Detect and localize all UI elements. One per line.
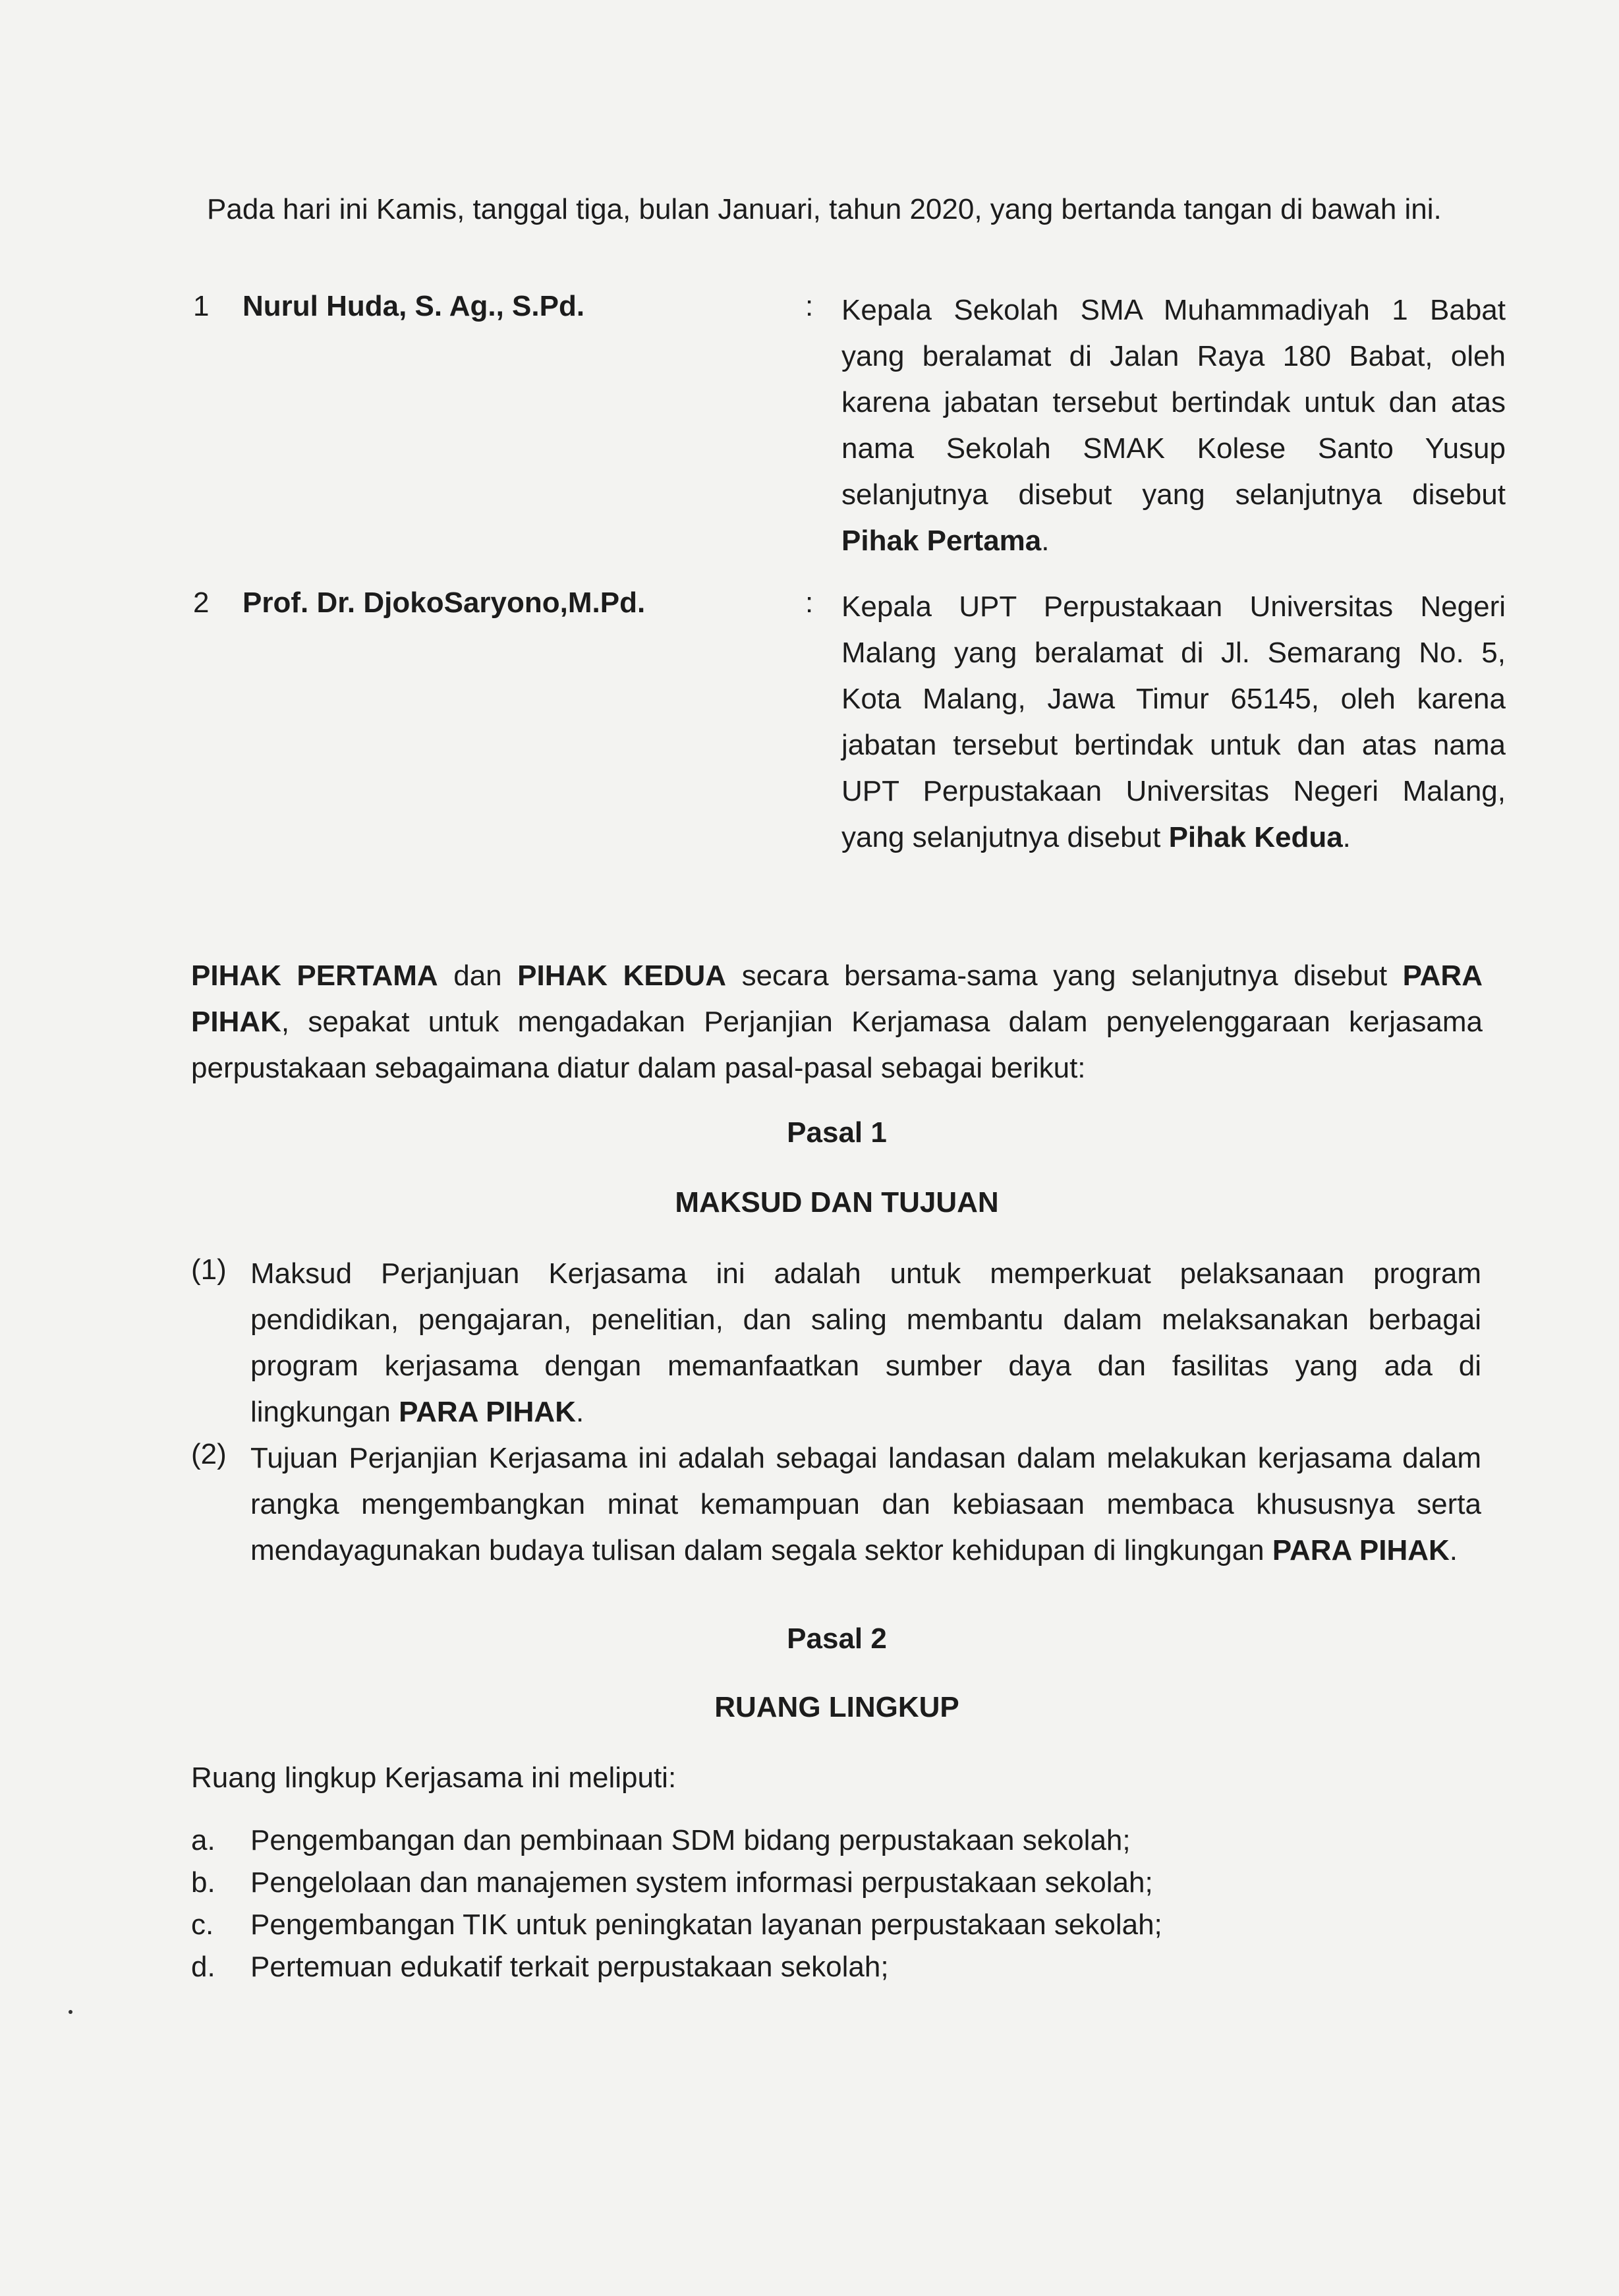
agreement-text: secara bersama-sama yang selanjutnya disebut xyxy=(726,960,1403,992)
scope-item-text: Pengelolaan dan manajemen system informasi perpustakaan sekolah; xyxy=(250,1866,1153,1899)
scope-item-label: d. xyxy=(191,1951,215,1983)
intro-text: Pada hari ini Kamis, tanggal tiga, bulan Januari, tahun 2020, yang bertanda tangan di bawah ini. xyxy=(207,193,1442,225)
party-desc-line: Malang yang beralamat di Jl. Semarang No. 5, xyxy=(841,637,1506,669)
party-desc-last-line xyxy=(841,815,1506,861)
scope-item-text: Pertemuan edukatif terkait perpustakaan sekolah; xyxy=(250,1951,889,1983)
party-desc-line: nama Sekolah SMAK Kolese Santo Yusup xyxy=(841,432,1506,465)
para-pihak-bold: PARA PIHAK xyxy=(399,1396,576,1428)
party-colon: : xyxy=(805,587,814,619)
pasal-1-title: Pasal 1 xyxy=(787,1116,887,1149)
pihak-bold: PIHAK xyxy=(191,1006,281,1038)
clause-last-line xyxy=(250,1389,1481,1435)
party-desc-line: Kota Malang, Jawa Timur 65145, oleh karena xyxy=(841,683,1506,715)
party-name: Nurul Huda, S. Ag., S.Pd. xyxy=(242,290,585,322)
clause-body xyxy=(250,1435,1481,1574)
party-desc-line: Kepala Sekolah SMA Muhammadiyah 1 Babat xyxy=(841,294,1506,326)
agreement-line-3: perpustakaan sebagaimana diatur dalam pasal-pasal sebagai berikut: xyxy=(191,1052,1086,1084)
party-desc-period: . xyxy=(1041,525,1050,557)
clause-last-line xyxy=(250,1528,1481,1574)
party-desc-line: selanjutnya disebut yang selanjutnya disebut xyxy=(841,478,1506,511)
party-colon: : xyxy=(805,290,814,322)
agreement-line-2 xyxy=(191,999,1483,1045)
para-pihak-bold: PARA PIHAK xyxy=(1272,1534,1450,1566)
party-number: 2 xyxy=(193,587,210,619)
clause-label: (1) xyxy=(191,1253,227,1286)
party-name: Prof. Dr. DjokoSaryono,M.Pd. xyxy=(242,587,646,619)
party-desc-line: karena jabatan tersebut bertindak untuk dan atas xyxy=(841,386,1506,418)
party-desc-period: . xyxy=(1342,821,1351,853)
scope-intro: Ruang lingkup Kerjasama ini meliputi: xyxy=(191,1762,677,1794)
agreement-paragraph xyxy=(191,953,1483,1091)
party-desc-line: Kepala UPT Perpustakaan Universitas Negeri xyxy=(841,590,1506,623)
party-desc-line: UPT Perpustakaan Universitas Negeri Malang, xyxy=(841,775,1506,807)
scope-item-label: b. xyxy=(191,1866,215,1899)
agreement-text: dan xyxy=(438,960,518,992)
agreement-text: , sepakat untuk mengadakan Perjanjian Kerjamasa dalam penyelenggaraan kerjasama xyxy=(281,1006,1483,1038)
clause-label: (2) xyxy=(191,1438,227,1470)
agreement-line-1 xyxy=(191,953,1483,999)
clause-line: Maksud Perjanjuan Kerjasama ini adalah untuk memperkuat pelaksanaan program xyxy=(250,1257,1481,1290)
party-role-bold: Pihak Kedua xyxy=(1168,821,1343,853)
party-description xyxy=(841,584,1506,861)
pihak-pertama-bold: PIHAK PERTAMA xyxy=(191,960,438,992)
clause-text: lingkungan xyxy=(250,1396,399,1428)
party-desc-text: yang selanjutnya disebut xyxy=(841,821,1169,853)
clause-line: Tujuan Perjanjian Kerjasama ini adalah sebagai landasan dalam melakukan kerjasama dalam xyxy=(250,1442,1481,1474)
party-description xyxy=(841,287,1506,564)
pasal-1-subtitle: MAKSUD DAN TUJUAN xyxy=(675,1186,999,1219)
scope-item-text: Pengembangan dan pembinaan SDM bidang perpustakaan sekolah; xyxy=(250,1824,1131,1856)
pihak-kedua-bold: PIHAK KEDUA xyxy=(517,960,727,992)
scope-item-text: Pengembangan TIK untuk peningkatan layanan perpustakaan sekolah; xyxy=(250,1909,1162,1941)
pasal-2-title: Pasal 2 xyxy=(787,1622,887,1655)
clause-period: . xyxy=(575,1396,584,1428)
party-role-bold: Pihak Pertama xyxy=(841,525,1042,557)
clause-line: program kerjasama dengan memanfaatkan sumber daya dan fasilitas yang ada di xyxy=(250,1350,1481,1382)
para-bold: PARA xyxy=(1402,960,1483,992)
party-desc-last-line xyxy=(841,518,1506,564)
scope-item-label: a. xyxy=(191,1824,215,1856)
scan-speck xyxy=(69,2010,72,2014)
party-number: 1 xyxy=(193,290,210,322)
clause-line: pendidikan, pengajaran, penelitian, dan saling membantu dalam melaksanakan berbagai xyxy=(250,1304,1481,1336)
clause-period: . xyxy=(1449,1534,1458,1566)
clause-line: rangka mengembangkan minat kemampuan dan kebiasaan membaca khususnya serta xyxy=(250,1488,1481,1520)
party-desc-line: jabatan tersebut bertindak untuk dan atas nama xyxy=(841,729,1506,761)
party-desc-line: yang beralamat di Jalan Raya 180 Babat, oleh xyxy=(841,340,1506,372)
clause-text: mendayagunakan budaya tulisan dalam segala sektor kehidupan di lingkungan xyxy=(250,1534,1272,1566)
scope-item-label: c. xyxy=(191,1909,214,1941)
pasal-2-subtitle: RUANG LINGKUP xyxy=(714,1691,959,1723)
clause-body xyxy=(250,1251,1481,1435)
